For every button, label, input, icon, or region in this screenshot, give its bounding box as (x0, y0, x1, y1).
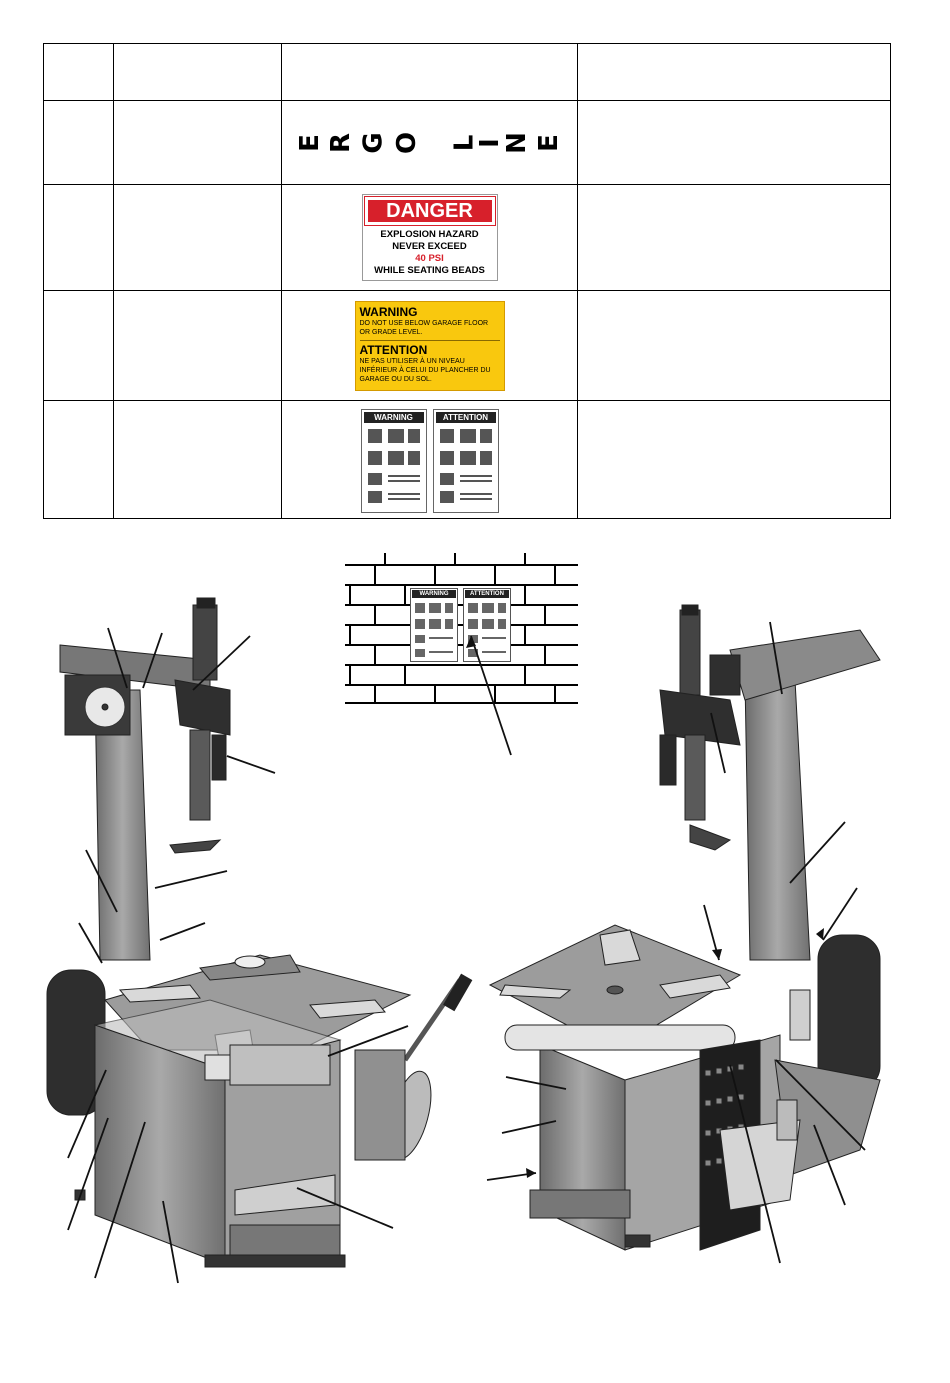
attention-title: ATTENTION (359, 342, 428, 357)
ergo-line-logo: E R G O L I N E (294, 131, 565, 154)
danger-line: WHILE SEATING BEADS (374, 265, 485, 276)
wall-card-title: WARNING (412, 590, 456, 598)
safety-card-title: ATTENTION (436, 412, 496, 423)
danger-line: EXPLOSION HAZARD (380, 229, 479, 240)
warning-title: WARNING (359, 304, 418, 319)
left-tire-changer (47, 598, 472, 1267)
danger-psi: 40 PSI (415, 253, 444, 264)
danger-line: NEVER EXCEED (392, 241, 467, 252)
wall-card-title: ATTENTION (465, 590, 509, 598)
safety-card-title: WARNING (364, 412, 424, 423)
danger-title: DANGER (365, 197, 495, 225)
attention-body: NE PAS UTILISER À UN NIVEAU INFÉRIEUR À CELUI DU PLANCHER DU GARAGE OU DU SOL. (359, 357, 491, 383)
right-tire-changer (490, 605, 880, 1250)
warning-body: DO NOT USE BELOW GARAGE FLOOR OR GRADE LEVEL. (359, 319, 489, 336)
